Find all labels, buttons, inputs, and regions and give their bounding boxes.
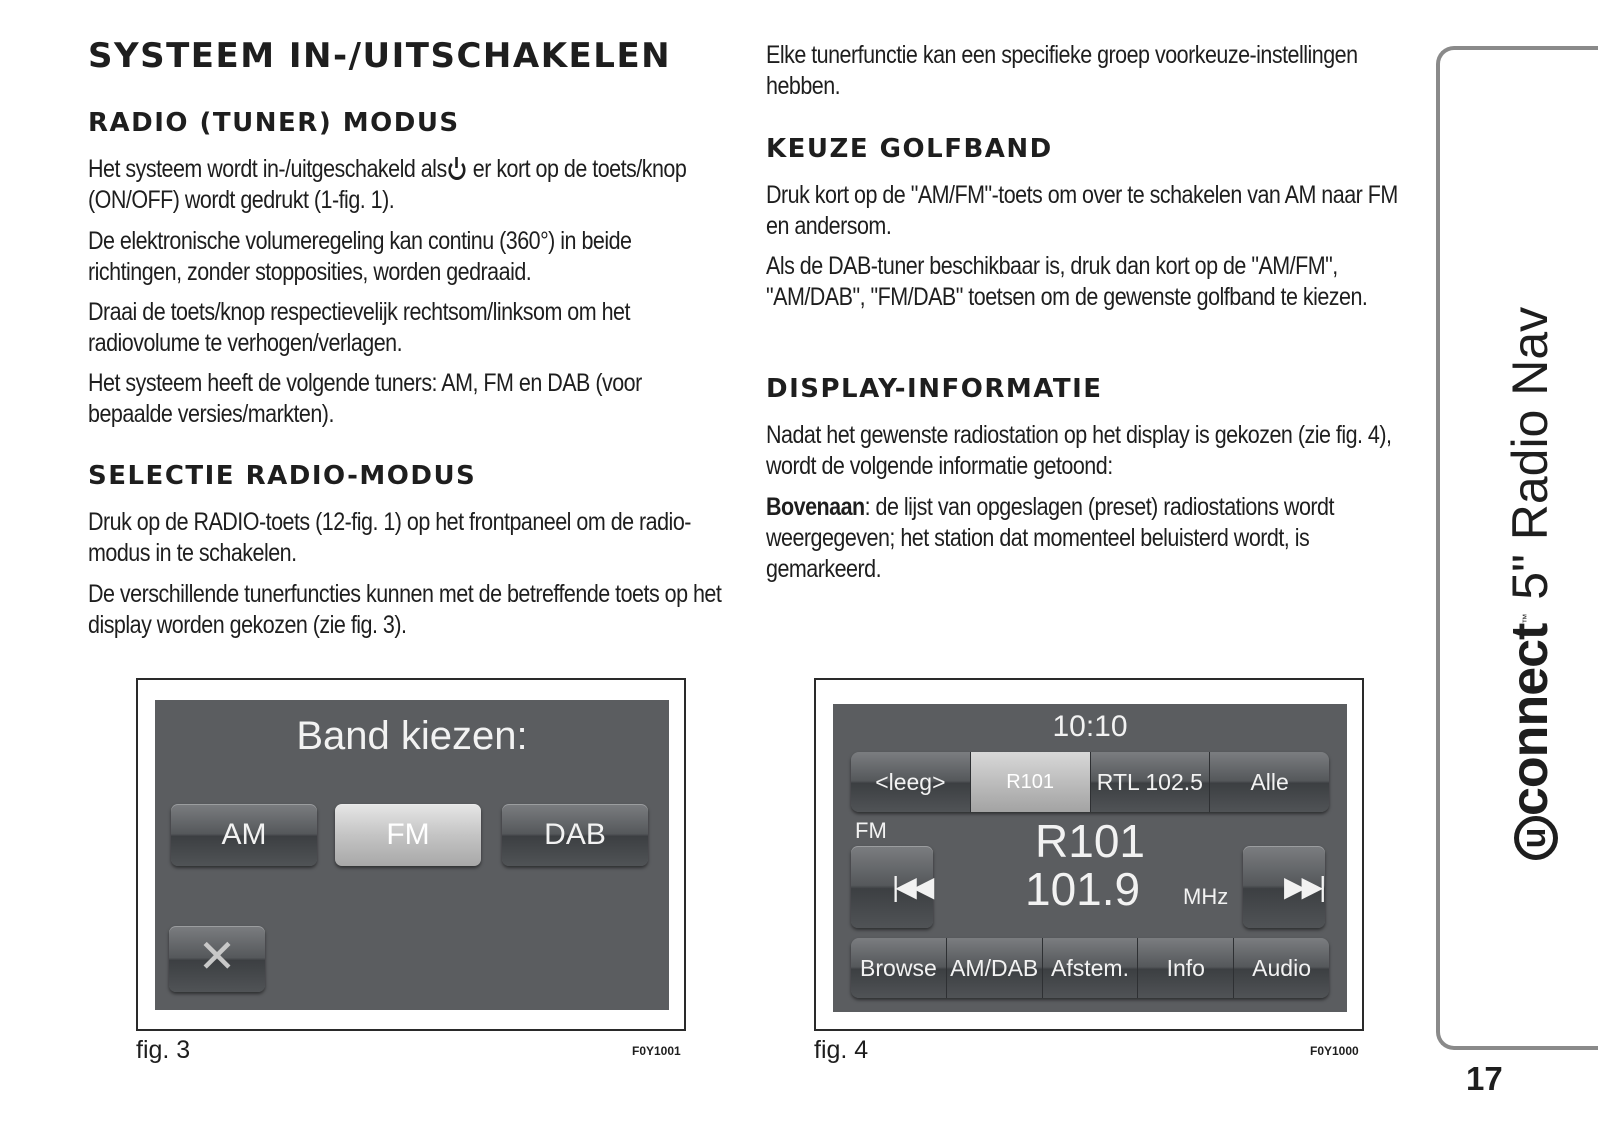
paragraph-volume: De elektronische volumeregeling kan continu (360°) in beide richtingen, zonder stopposities, worden gedraaid. [88,227,632,286]
paragraph-rotate: Draai de toets/knop respectievelijk rechtsom/linksom om het radiovolume te verhogen/verlagen. [88,298,630,357]
band-select-title: Band kiezen: [296,714,528,758]
seek-back-button[interactable] [851,846,933,928]
bovenaan-label: Bovenaan [766,493,865,521]
figure-4-code: F0Y1000 [1310,1044,1359,1058]
paragraph-power-text-b: er kort op de toets/knop (ON/OFF) wordt gedrukt (1-fig. 1). [88,155,687,214]
figure-4-caption: fig. 4 [814,1036,869,1064]
bottom-button-strip [851,938,1329,998]
close-icon: ✕ [197,930,237,982]
section-heading-keuze-golfband: KEUZE GOLFBAND [766,134,1053,164]
paragraph-radio-key: Druk op de RADIO-toets (12-fig. 1) op het frontpaneel om de radio-modus in te schakelen. [88,508,691,567]
skip-forward-icon: ▶▶| [1284,871,1323,902]
paragraph-power-text-a: Het systeem wordt in-/uitgeschakeld als [88,155,447,183]
preset-strip [851,752,1329,812]
am-button[interactable]: AM [171,804,317,866]
paragraph-presets: Elke tunerfunctie kan een specifieke groep voorkeuze-instellingen hebben. [766,41,1358,100]
uconnect-brand: connect [1501,623,1559,816]
audio-button[interactable]: Audio [1234,938,1329,998]
preset-button-r101[interactable]: R101 [971,752,1091,812]
figure-3-caption: fig. 3 [136,1036,191,1064]
close-button[interactable] [169,926,265,992]
band-select-screen [155,700,669,1010]
fm-button[interactable]: FM [335,804,481,866]
section-heading-selectie-radio-modus: SELECTIE RADIO-MODUS [88,461,477,491]
page-number: 17 [1466,1060,1503,1097]
seek-forward-button[interactable] [1243,846,1325,928]
preset-button-rtl[interactable]: RTL 102.5 [1091,752,1211,812]
power-icon [448,160,465,180]
chapter-title [1500,240,1560,860]
page-title: SYSTEEM IN-/UITSCHAKELEN [88,36,672,76]
station-name: R101 [1035,815,1145,867]
skip-back-icon: |◀◀ [892,871,931,902]
preset-button-all[interactable]: Alle [1210,752,1329,812]
uconnect-logo-u: u [1514,816,1558,860]
dab-button[interactable]: DAB [502,804,648,866]
bovenaan-text: : de lijst van opgeslagen (preset) radiostations wordt weergegeven; het station dat momenteel beluisterd wordt, is gemarkeerd. [766,493,1334,583]
am-dab-button[interactable]: AM/DAB [947,938,1043,998]
section-heading-radio-tuner-modus: RADIO (TUNER) MODUS [88,108,460,138]
info-button[interactable]: Info [1138,938,1234,998]
section-heading-display-informatie: DISPLAY-INFORMATIE [766,374,1103,404]
figure-3-code: F0Y1001 [632,1044,681,1058]
trademark: ™ [1521,613,1533,624]
clock: 10:10 [1052,710,1128,743]
figure-3-frame [136,678,686,1031]
frequency: 101.9 [1025,863,1141,915]
radio-screen [833,704,1347,1012]
paragraph-tuner-functions: De verschillende tunerfuncties kunnen met de betreffende toets op het display worden gekozen (zie fig. 3). [88,580,722,639]
browse-button[interactable]: Browse [851,938,947,998]
model-name: 5" Radio Nav [1502,306,1558,614]
tune-button[interactable]: Afstem. [1043,938,1139,998]
paragraph-power [88,154,724,216]
paragraph-display-info: Nadat het gewenste radiostation op het display is gekozen (zie fig. 4), wordt de volgende informatie getoond: [766,421,1392,480]
paragraph-am-fm: Druk kort op de "AM/FM"-toets om over te schakelen van AM naar FM en andersom. [766,181,1398,240]
frequency-unit: MHz [1183,884,1229,909]
paragraph-tuners: Het systeem heeft de volgende tuners: AM, FM en DAB (voor bepaalde versies/markten). [88,369,642,428]
paragraph-bovenaan [766,492,1402,585]
preset-button-empty[interactable]: <leeg> [851,752,971,812]
band-label: FM [855,818,887,843]
figure-4-frame [814,678,1364,1031]
paragraph-dab: Als de DAB-tuner beschikbaar is, druk dan kort op de "AM/FM", "AM/DAB", "FM/DAB" toetsen om de gewenste golfband te kiezen. [766,252,1368,311]
